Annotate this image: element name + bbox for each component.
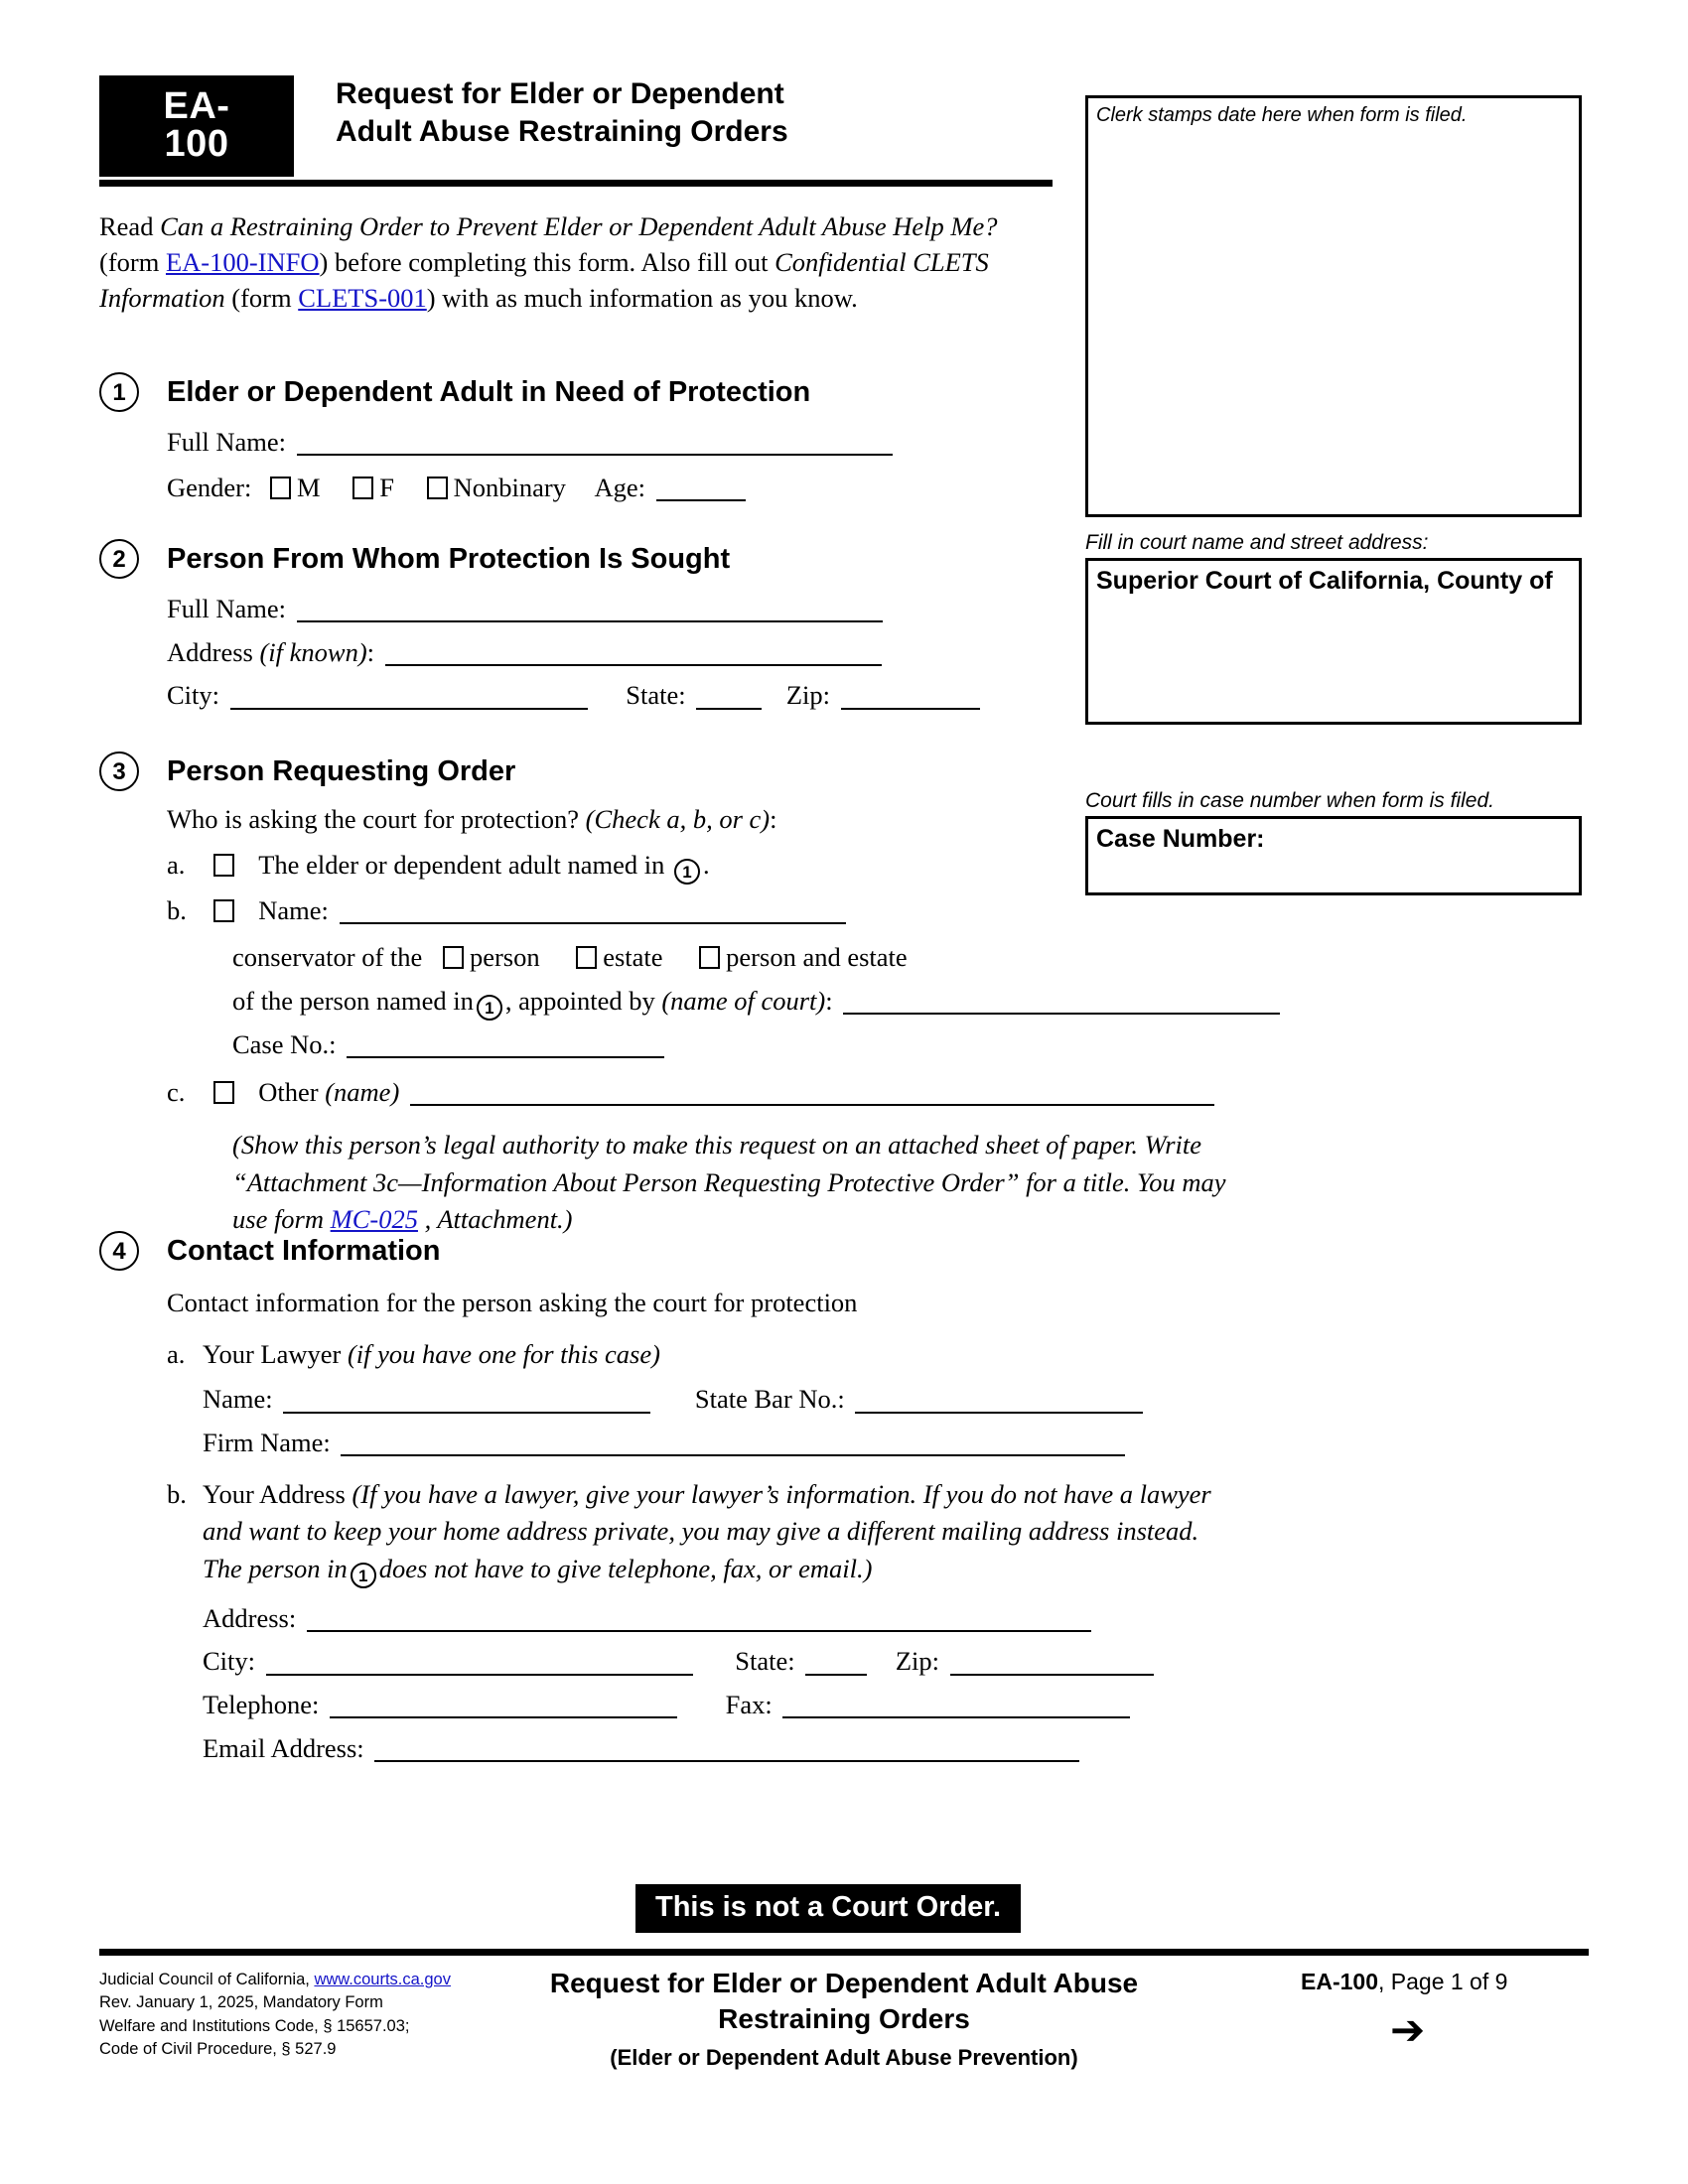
footer-legal-block: [99, 1969, 496, 2062]
section-3-option-c: [167, 1074, 1172, 1112]
your-address-hint-4: have to give telephone, fax, or email.): [474, 1553, 873, 1583]
gender-label: Gender:: [167, 472, 252, 502]
section-3-question: [167, 801, 1172, 839]
gender-checkbox-f[interactable]: [352, 477, 373, 499]
footer-line-4: Code of Civil Procedure, § 527.9: [99, 2040, 337, 2059]
page-title-line1: Request for Elder or Dependent: [336, 77, 784, 110]
your-zip-input[interactable]: [950, 1649, 1154, 1676]
court-name-label: Superior Court of California, County of: [1096, 567, 1553, 596]
reference-circle-1-b: 1: [477, 995, 502, 1021]
case-number-block: [1085, 789, 1582, 895]
option-a-text: The elder or dependent adult named in: [258, 849, 665, 880]
intro-italic-title-2: Confidential CLETS Information: [99, 247, 989, 314]
section-4-city-row: [167, 1643, 1172, 1681]
section-3-appointed-row: [167, 983, 1172, 1021]
intro-read-word: Read: [99, 211, 161, 241]
section-3-number: 3: [99, 751, 139, 791]
footer-title-line3: (Elder or Dependent Adult Abuse Prevention): [610, 2044, 1078, 2070]
section-3-case-no-row: [167, 1026, 1172, 1064]
reference-circle-1-a: 1: [674, 859, 700, 885]
restrained-address-hint: (if known): [259, 636, 367, 667]
footer-line-2: Rev. January 1, 2025, Mandatory Form: [99, 1993, 383, 2012]
section-4-firm-name-row: [167, 1425, 1172, 1462]
your-address-title: Your Address: [203, 1478, 352, 1509]
section-4-title: Contact Information: [167, 1235, 441, 1267]
intro-paragraph: [99, 208, 1023, 316]
conservator-case-no-label: Case No.:: [232, 1028, 337, 1059]
clerk-stamp-box[interactable]: [1085, 95, 1582, 517]
restrained-city-label: City:: [167, 680, 220, 711]
restrained-address-colon: :: [366, 636, 375, 667]
age-label: Age:: [594, 472, 646, 502]
fax-input[interactable]: [782, 1692, 1130, 1718]
form-code-badge: EA-100: [99, 75, 294, 177]
form-header: [99, 75, 1053, 177]
option-c-name-input[interactable]: [410, 1079, 1214, 1106]
restrained-city-input[interactable]: [230, 682, 588, 709]
case-number-caption: Court fills in case number when form is filed.: [1085, 789, 1494, 812]
your-state-label: State:: [735, 1646, 795, 1677]
option-c-text: Other: [258, 1076, 326, 1107]
section-2-title: Person From Whom Protection Is Sought: [167, 543, 731, 575]
lawyer-title: Your Lawyer: [203, 1338, 348, 1369]
gender-option-m: M: [296, 472, 321, 502]
intro-mid-1: (form: [99, 247, 166, 278]
footer-line-3: Welfare and Institutions Code, § 15657.03;: [99, 2016, 410, 2035]
your-city-label: City:: [203, 1646, 256, 1677]
option-b-checkbox[interactable]: [213, 899, 234, 922]
section-4-email-row: [167, 1730, 1172, 1768]
restrained-state-label: State:: [626, 680, 686, 711]
not-court-order-banner: This is not a Court Order.: [635, 1884, 1021, 1933]
option-b-letter: b.: [167, 894, 187, 925]
lawyer-name-label: Name:: [203, 1384, 273, 1415]
lawyer-hint: (if you have one for this case): [347, 1338, 660, 1369]
option-a-checkbox[interactable]: [213, 854, 234, 877]
intro-mid-2: ) before completing this form. Also fill out: [319, 247, 775, 278]
conservator-case-no-input[interactable]: [347, 1031, 664, 1058]
section-1-gender-row: [167, 470, 1172, 507]
section-4: [99, 1231, 1211, 1767]
section-4-address-row: [167, 1600, 1172, 1638]
footer-page-number: , Page 1 of 9: [1377, 1969, 1508, 1994]
section-1-full-name-row: [167, 424, 1172, 462]
your-address-input[interactable]: [307, 1605, 1091, 1632]
section-3-note: [167, 1127, 1235, 1239]
court-name-caption: Fill in court name and street address:: [1085, 531, 1429, 554]
link-mc-025[interactable]: MC-025: [330, 1204, 418, 1235]
your-city-input[interactable]: [266, 1649, 693, 1676]
section-3-conservator-row: [167, 939, 1172, 977]
footer-page-info: [1301, 1969, 1599, 1995]
restrained-full-name-input[interactable]: [297, 596, 883, 622]
intro-italic-title-1: Can a Restraining Order to Prevent Elder or Dependent Adult Abuse Help Me?: [160, 211, 998, 241]
footer-title-line2: Restraining Orders: [718, 2002, 970, 2034]
section-3-option-a: [167, 847, 1172, 885]
next-page-arrow-icon: ➔: [1390, 2006, 1426, 2053]
lawyer-name-input[interactable]: [283, 1386, 650, 1413]
link-ea-100-info[interactable]: EA-100-INFO: [165, 247, 320, 278]
age-input[interactable]: [656, 475, 746, 501]
state-bar-input[interactable]: [855, 1386, 1143, 1413]
section-2: [99, 539, 1172, 715]
telephone-label: Telephone:: [203, 1690, 320, 1719]
email-label: Email Address:: [203, 1732, 364, 1763]
footer-form-code: EA-100: [1301, 1969, 1378, 1994]
gender-checkbox-nonbinary[interactable]: [427, 477, 448, 499]
restrained-address-label: Address: [167, 636, 253, 667]
your-state-input[interactable]: [805, 1649, 867, 1676]
footer-title-block: [467, 1966, 1221, 2071]
footer-line-1: [99, 1969, 496, 1991]
your-address-hint-1: (If you have a lawyer, give your lawyer’s information. If you do not have a lawyer and want to: [203, 1478, 1211, 1547]
restrained-full-name-label: Full Name:: [167, 594, 286, 623]
firm-name-input[interactable]: [341, 1430, 1125, 1456]
restrained-zip-input[interactable]: [841, 682, 980, 709]
footer-divider: [99, 1949, 1589, 1956]
court-name-block: [1085, 531, 1582, 725]
your-address-label: Address:: [203, 1602, 297, 1633]
restrained-state-input[interactable]: [696, 682, 762, 709]
section-3-title: Person Requesting Order: [167, 755, 516, 787]
case-number-label: Case Number:: [1096, 825, 1265, 854]
court-name-box[interactable]: [1085, 558, 1582, 725]
appointed-colon: :: [825, 985, 833, 1016]
section-4-subtitle: Contact information for the person asking the court for protection: [167, 1288, 858, 1317]
section-2-number: 2: [99, 539, 139, 579]
clerk-stamp-caption: Clerk stamps date here when form is filed.: [1096, 104, 1468, 126]
intro-mid-3: (form: [224, 283, 299, 314]
elder-full-name-input[interactable]: [297, 429, 893, 456]
intro-mid-4: ) with as much information as you know.: [426, 283, 858, 314]
section-4-item-a: [167, 1336, 1172, 1374]
appointed-hint: (name of court): [661, 985, 826, 1016]
restrained-zip-label: Zip:: [785, 680, 831, 711]
your-address-hint-2: keep your home address private, you may give a different mailing address instead. The person in: [203, 1516, 1199, 1583]
telephone-input[interactable]: [330, 1692, 677, 1718]
section-3-option-b: [167, 892, 1172, 930]
elder-full-name-label: Full Name:: [167, 427, 286, 457]
option-a-letter: a.: [167, 849, 186, 880]
section-3-question-hint: (Check a, b, or c): [585, 804, 771, 834]
section-2-address-row: [167, 634, 1172, 672]
option-a-period: .: [703, 849, 710, 880]
footer-page-block: [1301, 1969, 1599, 2051]
page-title: [336, 75, 971, 150]
conservator-label: conservator of the: [232, 942, 423, 973]
appointed-pre-text: of the person named in: [232, 985, 474, 1016]
conservator-option-estate: estate: [603, 942, 663, 973]
section-3-question-text: Who is asking the court for protection?: [167, 804, 586, 834]
appointed-mid-text: , appointed by: [504, 985, 662, 1016]
section-4-item-b: [167, 1476, 1239, 1588]
section-2-city-row: [167, 677, 1172, 715]
clerk-stamp-block: [1085, 95, 1582, 517]
option-b-name-label: Name:: [258, 894, 329, 925]
gender-checkbox-m[interactable]: [270, 477, 291, 499]
footer-title-line1: Request for Elder or Dependent Adult Abuse: [549, 1968, 1139, 1998]
section-1-title: Elder or Dependent Adult in Need of Protection: [167, 376, 811, 408]
lawyer-letter: a.: [167, 1338, 186, 1369]
conservator-option-person: person: [469, 942, 540, 973]
gender-option-nonbinary: Nonbinary: [453, 472, 566, 502]
conservator-checkbox-estate[interactable]: [576, 946, 597, 969]
footer-council-text: Judicial Council of California,: [99, 1971, 315, 1988]
appointed-court-input[interactable]: [843, 988, 1280, 1015]
section-4-number: 4: [99, 1231, 139, 1271]
reference-circle-1-c: 1: [351, 1563, 376, 1588]
section-1-number: 1: [99, 372, 139, 412]
gender-option-f: F: [379, 472, 394, 502]
link-courts-ca-gov[interactable]: www.courts.ca.gov: [314, 1971, 451, 1988]
email-input[interactable]: [374, 1735, 1079, 1762]
your-address-letter: b.: [167, 1478, 187, 1509]
section-3-note-line2b: , Attachment.): [417, 1204, 573, 1235]
your-address-hint-3: does not: [378, 1553, 468, 1583]
section-3-question-colon: :: [770, 804, 777, 834]
option-c-letter: c.: [167, 1076, 186, 1107]
section-4-lawyer-name-row: [167, 1381, 1172, 1419]
section-2-full-name-row: [167, 591, 1172, 628]
section-4-telephone-row: [167, 1687, 1172, 1724]
page-title-line2: Adult Abuse Restraining Orders: [336, 114, 788, 148]
case-number-box[interactable]: [1085, 816, 1582, 895]
option-c-hint: (name): [325, 1076, 400, 1107]
state-bar-label: State Bar No.:: [694, 1384, 845, 1415]
conservator-checkbox-person[interactable]: [443, 946, 464, 969]
option-b-name-input[interactable]: [340, 897, 846, 924]
firm-name-label: Firm Name:: [203, 1427, 331, 1457]
your-zip-label: Zip:: [895, 1646, 940, 1677]
header-divider: [99, 180, 1053, 187]
option-c-checkbox[interactable]: [213, 1081, 234, 1104]
section-1: [99, 372, 1172, 506]
section-3-note-line2a: Information About Person Requesting Protective Order” for a title. You may use form: [232, 1166, 1226, 1235]
conservator-option-person-and-estate: person and estate: [726, 942, 908, 973]
restrained-address-input[interactable]: [385, 639, 882, 666]
section-3-note-line1: (Show this person’s legal authority to make this request on an attached sheet of paper. Write “Attachment 3c—: [232, 1130, 1201, 1197]
fax-label: Fax:: [725, 1690, 773, 1719]
conservator-checkbox-person-and-estate[interactable]: [699, 946, 720, 969]
link-clets-001[interactable]: CLETS-001: [298, 283, 427, 314]
